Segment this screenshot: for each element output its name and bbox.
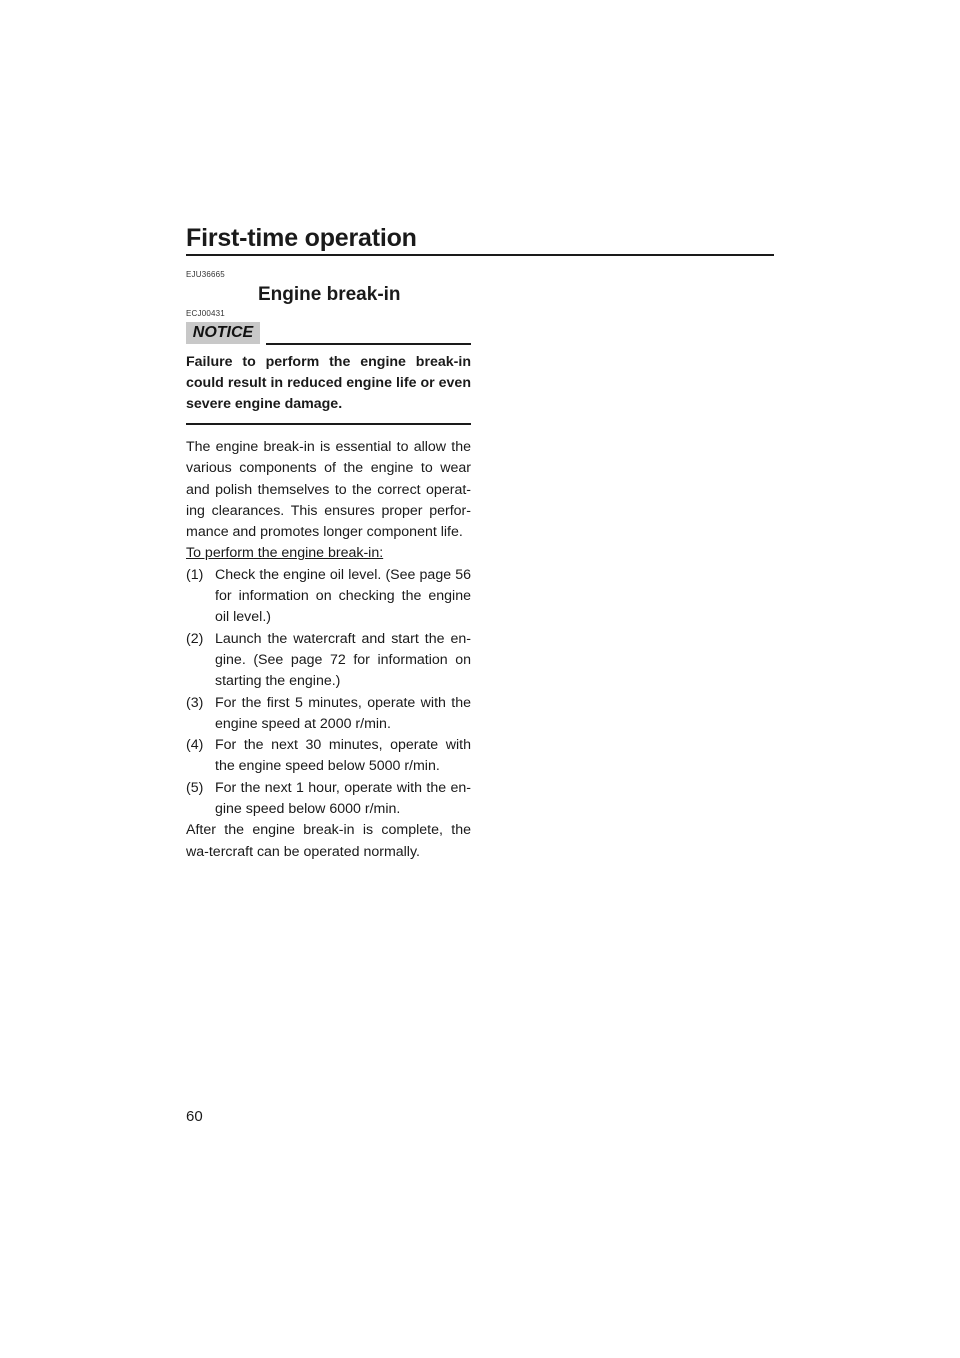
section-code: EJU36665 — [186, 270, 225, 279]
step-text: For the next 30 minutes, operate with the engine speed below 5000 r/min. — [215, 737, 471, 775]
page-title: First-time operation — [186, 224, 417, 252]
content-column — [186, 270, 471, 863]
list-item — [186, 629, 471, 693]
page-number: 60 — [186, 1108, 203, 1125]
notice-rule — [266, 343, 471, 345]
step-number: (4) — [186, 737, 204, 754]
steps-list — [186, 565, 471, 821]
step-text: Launch the watercraft and start the en-gine. (See page 72 for information on starting the engine.) — [215, 630, 471, 690]
notice-badge: NOTICE — [186, 322, 260, 344]
section-title: Engine break-in — [258, 284, 401, 305]
header-rule — [186, 254, 774, 256]
step-number: (3) — [186, 694, 204, 711]
list-item — [186, 735, 471, 778]
notice-header — [186, 318, 471, 346]
step-number: (1) — [186, 566, 204, 583]
intro-paragraph: The engine break-in is essential to allow the various components of the engine to wear and polish themselves to the correct operat-ing clearances. This ensures proper perfor-mance and promotes longer component life. — [186, 439, 471, 541]
notice-code: ECJ00431 — [186, 309, 225, 318]
step-text: Check the engine oil level. (See page 56 for information on checking the engine oil level.) — [215, 566, 471, 626]
notice-end-rule — [186, 423, 471, 425]
step-number: (5) — [186, 779, 204, 796]
list-item — [186, 693, 471, 736]
closing-paragraph: After the engine break-in is complete, the wa-tercraft can be operated normally. — [186, 822, 471, 860]
notice-text: Failure to perform the engine break-in could result in reduced engine life or even severe engine damage. — [186, 354, 471, 412]
list-item — [186, 565, 471, 629]
step-text: For the next 1 hour, operate with the en-gine speed below 6000 r/min. — [215, 779, 471, 818]
list-item — [186, 778, 471, 821]
step-text: For the first 5 minutes, operate with the engine speed at 2000 r/min. — [215, 694, 471, 732]
page-header — [186, 222, 774, 254]
step-number: (2) — [186, 630, 204, 647]
procedure-heading: To perform the engine break-in: — [186, 545, 384, 562]
